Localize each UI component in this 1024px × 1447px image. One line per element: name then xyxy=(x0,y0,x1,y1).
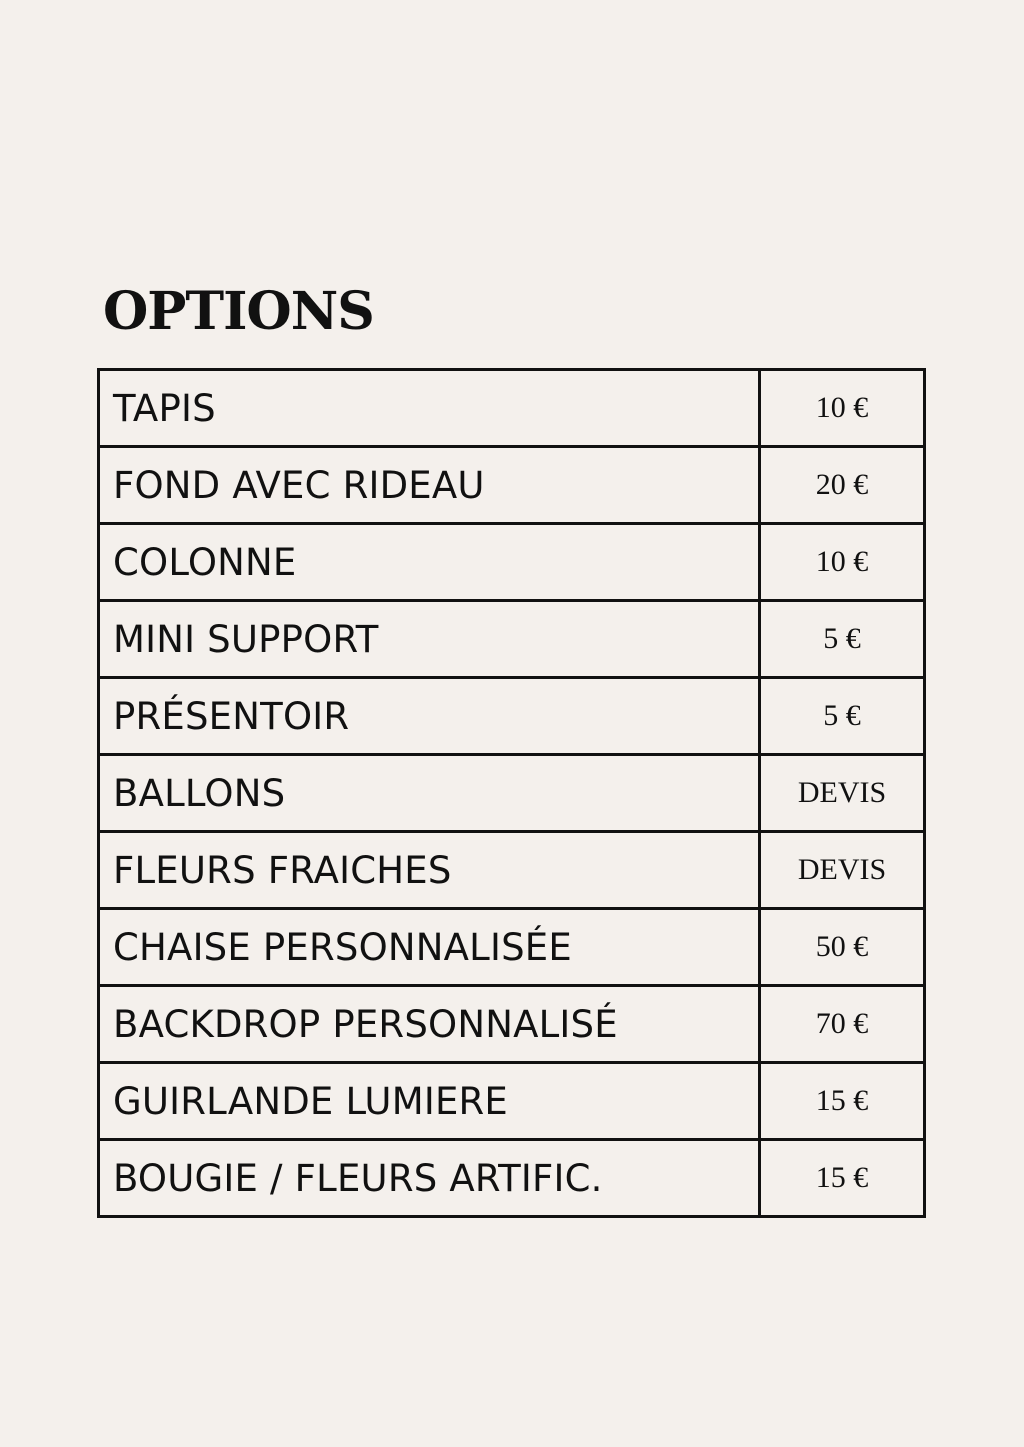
page-title: OPTIONS xyxy=(103,281,374,342)
option-price: 10 € xyxy=(760,524,925,601)
option-label: BALLONS xyxy=(99,755,760,832)
options-table xyxy=(97,368,926,1218)
option-label: BOUGIE / FLEURS ARTIFIC. xyxy=(99,1140,760,1217)
option-price: DEVIS xyxy=(760,832,925,909)
option-price: 10 € xyxy=(760,370,925,447)
option-label: GUIRLANDE LUMIERE xyxy=(99,1063,760,1140)
option-price: 15 € xyxy=(760,1063,925,1140)
table-row xyxy=(99,909,925,986)
table-row xyxy=(99,447,925,524)
table-row xyxy=(99,601,925,678)
table-row xyxy=(99,370,925,447)
option-price: 70 € xyxy=(760,986,925,1063)
table-row xyxy=(99,832,925,909)
option-label: COLONNE xyxy=(99,524,760,601)
table-row xyxy=(99,1140,925,1217)
option-price: 15 € xyxy=(760,1140,925,1217)
table-row xyxy=(99,755,925,832)
table-row xyxy=(99,524,925,601)
option-label: BACKDROP PERSONNALISÉ xyxy=(99,986,760,1063)
table-row xyxy=(99,1063,925,1140)
option-price: 50 € xyxy=(760,909,925,986)
option-label: FOND AVEC RIDEAU xyxy=(99,447,760,524)
table-row xyxy=(99,678,925,755)
option-label: CHAISE PERSONNALISÉE xyxy=(99,909,760,986)
table-row xyxy=(99,986,925,1063)
option-price: DEVIS xyxy=(760,755,925,832)
option-label: TAPIS xyxy=(99,370,760,447)
option-label: PRÉSENTOIR xyxy=(99,678,760,755)
option-label: MINI SUPPORT xyxy=(99,601,760,678)
option-price: 5 € xyxy=(760,601,925,678)
option-price: 5 € xyxy=(760,678,925,755)
option-price: 20 € xyxy=(760,447,925,524)
option-label: FLEURS FRAICHES xyxy=(99,832,760,909)
